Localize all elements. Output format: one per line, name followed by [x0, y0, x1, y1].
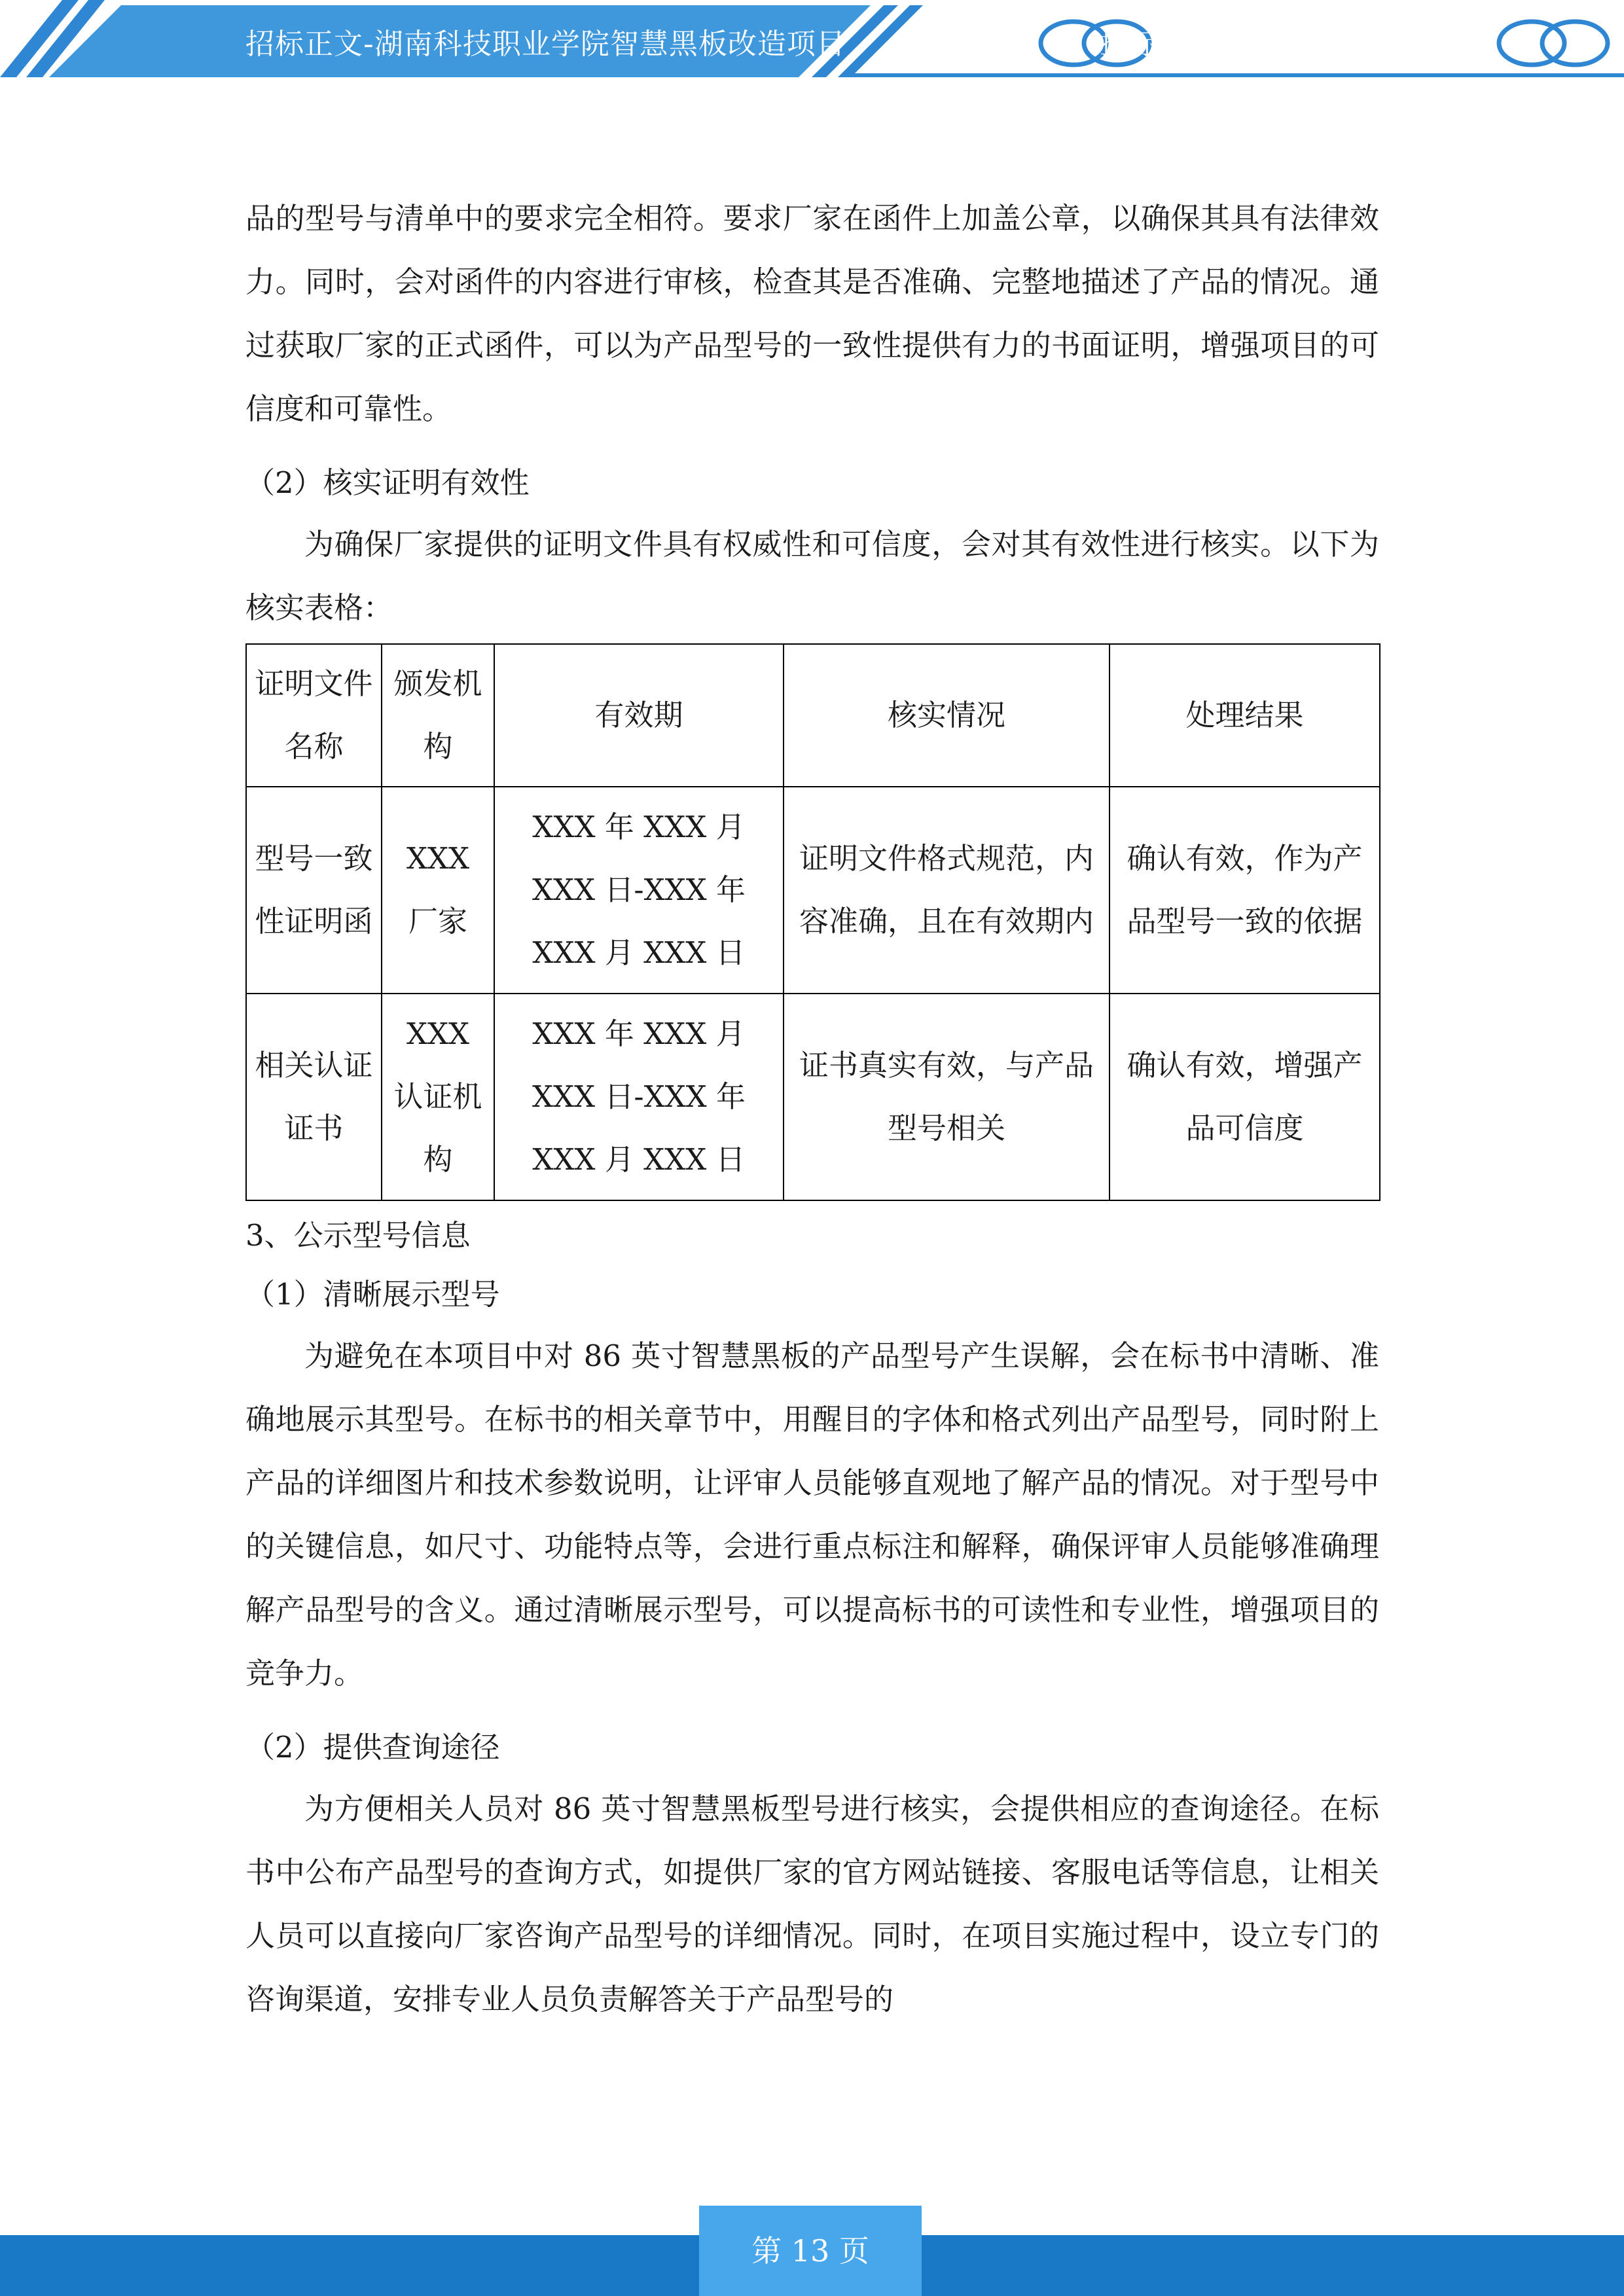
table-cell: 型号一致性证明函: [246, 787, 382, 994]
document-subtitle: 投标: [1100, 27, 1157, 61]
table-header-cell: 颁发机构: [382, 644, 494, 787]
section-3-heading: 3、公示型号信息: [245, 1218, 471, 1253]
section-3-2-heading: （2）提供查询途径: [245, 1730, 500, 1765]
section-2-heading: （2）核实证明有效性: [245, 465, 530, 500]
table-cell: XXX 年 XXX 月 XXX 日-XXX 年 XXX 月 XXX 日: [494, 787, 784, 994]
section-3-1-paragraph: 为避免在本项目中对 86 英寸智慧黑板的产品型号产生误解，会在标书中清晰、准确地展示其型号。在标书的相关章节中，用醒目的字体和格式列出产品型号，同时附上产品的详细图片和技术参数说明，让评审人员能够直观地了解产品的情况。对于型号中的关键信息，如尺寸、功能特点等，会进行重点标注和解释，确保评审人员能够准确理解产品型号的含义。通过清晰展示型号，可以提高标书的可读性和专业性，增强项目的竞争力。: [245, 1338, 1379, 1691]
table-cell: 证明文件格式规范，内容准确，且在有效期内: [784, 787, 1110, 994]
page-header: [0, 0, 1624, 85]
intro-paragraph: 品的型号与清单中的要求完全相符。要求厂家在函件上加盖公章，以确保其具有法律效力。同时，会对函件的内容进行审核，检查其是否准确、完整地描述了产品的情况。通过获取厂家的正式函件，可以为产品型号的一致性提供有力的书面证明，增强项目的可信度和可靠性。: [245, 201, 1379, 426]
page-number: 第 13 页: [699, 2206, 922, 2296]
table-row: [246, 787, 1380, 994]
table-header-row: [246, 644, 1380, 787]
table-header-cell: 核实情况: [784, 644, 1110, 787]
section-3-2-paragraph: 为方便相关人员对 86 英寸智慧黑板型号进行核实，会提供相应的查询途径。在标书中公布产品型号的查询方式，如提供厂家的官方网站链接、客服电话等信息，让相关人员可以直接向厂家咨询产品型号的详细情况。同时，在项目实施过程中，设立专门的咨询渠道，安排专业人员负责解答关于产品型号的: [245, 1791, 1379, 2017]
logo-rings-icon: [1499, 22, 1608, 65]
table-cell: XXX 厂家: [382, 787, 494, 994]
table-header-cell: 处理结果: [1110, 644, 1380, 787]
table-cell: XXX 认证机构: [382, 994, 494, 1200]
document-body: [245, 187, 1379, 2031]
table-cell: 相关认证证书: [246, 994, 382, 1200]
section-3-1-heading: （1）清晰展示型号: [245, 1277, 500, 1312]
table-header-cell: 有效期: [494, 644, 784, 787]
table-cell: 确认有效，增强产品可信度: [1110, 994, 1380, 1200]
document-title: 招标正文-湖南科技职业学院智慧黑板改造项目: [245, 27, 846, 61]
table-row: [246, 994, 1380, 1200]
verification-table: [245, 643, 1380, 1201]
table-cell: XXX 年 XXX 月 XXX 日-XXX 年 XXX 月 XXX 日: [494, 994, 784, 1200]
section-2-paragraph: 为确保厂家提供的证明文件具有权威性和可信度，会对其有效性进行核实。以下为核实表格：: [245, 527, 1379, 625]
table-cell: 确认有效，作为产品型号一致的依据: [1110, 787, 1380, 994]
table-header-cell: 证明文件名称: [246, 644, 382, 787]
table-cell: 证书真实有效，与产品型号相关: [784, 994, 1110, 1200]
